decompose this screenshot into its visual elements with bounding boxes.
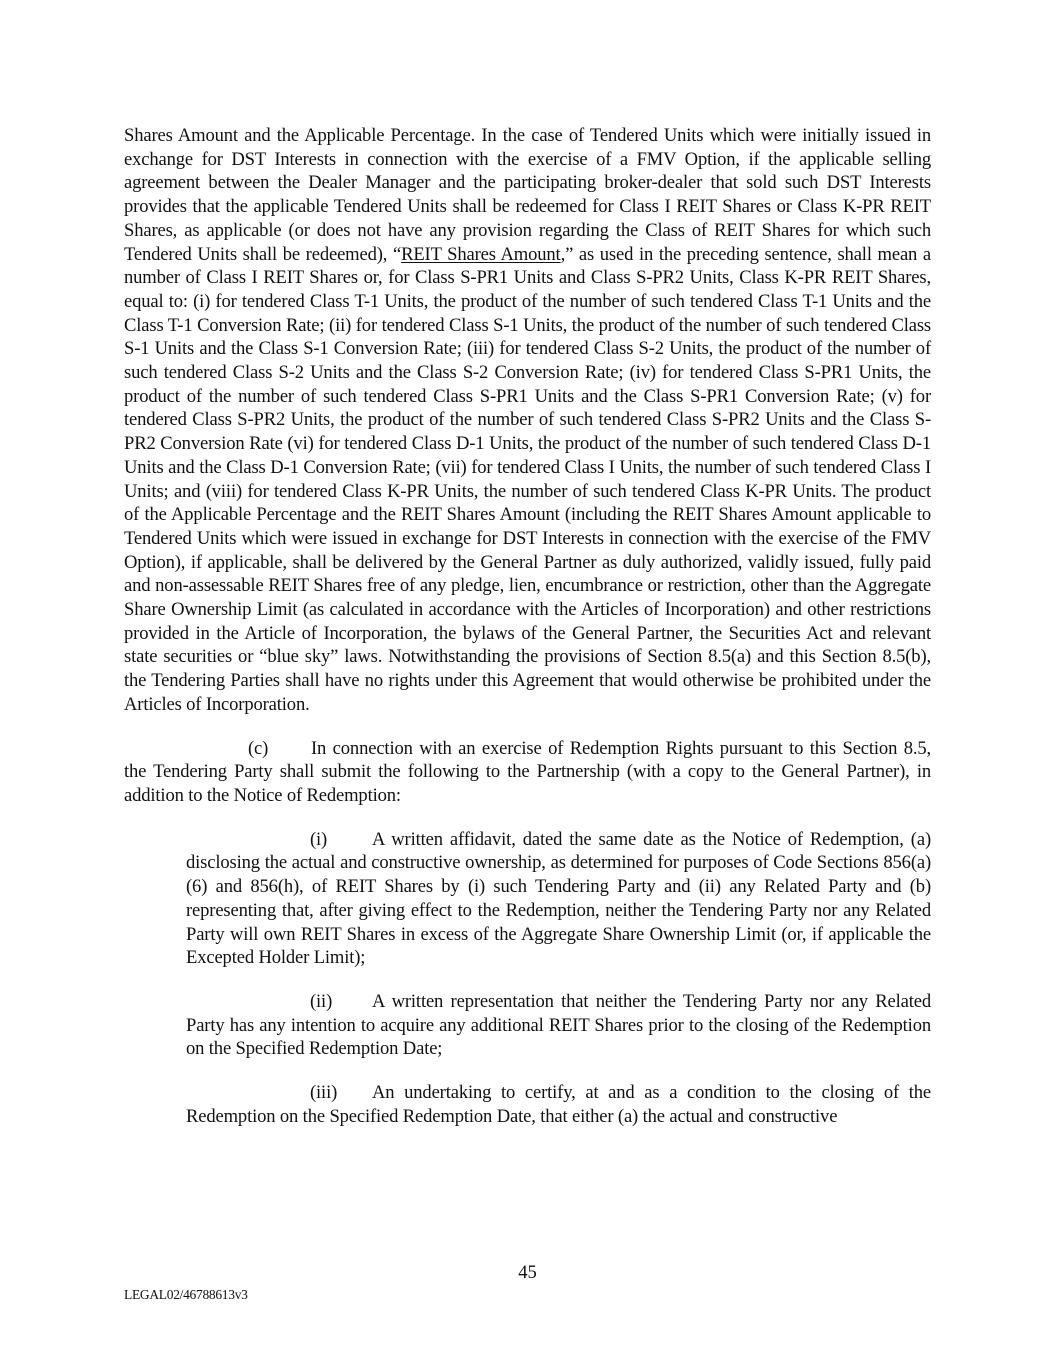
subparagraph-i xyxy=(186,828,931,970)
subparagraph-iii xyxy=(186,1081,931,1128)
paragraph-b-text-before: Shares Amount and the Applicable Percentage. In the case of Tendered Units which were initially issued in exchange for DST Interests in connection with the exercise of a FMV Option, if the applicable selling agreement between the Dealer Manager and the participating broker-dealer that sold such DST Interests provides that the applicable Tendered Units shall be redeemed for Class I REIT Shares or Class K-PR REIT Shares, as applicable (or does not have any provision regarding the Class of REIT Shares for which such Tendered Units shall be redeemed), “ xyxy=(124,125,931,265)
subparagraph-ii-label: (ii) xyxy=(310,990,333,1012)
defined-term-reit-shares-amount: REIT Shares Amount xyxy=(401,243,561,265)
paragraph-c xyxy=(124,737,931,808)
document-id: LEGAL02/46788613v3 xyxy=(124,1287,248,1302)
subparagraph-iii-text: An undertaking to certify, at and as a condition to the closing of the Redemption on the Specified Redemption Date, that either (a) the actual and constructive xyxy=(186,1082,931,1127)
paragraph-b-text-after: ,” as used in the preceding sentence, shall mean a number of Class I REIT Shares or, for Class S-PR1 Units and Class S-PR2 Units, Class K-PR REIT Shares, equal to: (i) for tendered Class T-1 Units, the product of the number of such tendered Class T-1 Units and the Class T-1 Conversion Rate; (ii) for tendered Class S-1 Units, the product of the number of such tendered Class S-1 Units and the Class S-1 Conversion Rate; (iii) for tendered Class S-2 Units, the product of the number of such tendered Class S-2 Units and the Class S-2 Conversion Rate; (iv) for tendered Class S-PR1 Units, the product of the number of such tendered Class S-PR1 Units and the Class S-PR1 Conversion Rate; (v) for tendered Class S-PR2 Units, the product of the number of such tendered Class S-PR2 Units and the Class S-PR2 Conversion Rate (vi) for tendered Class D-1 Units, the product of the number of such tendered Class D-1 Units and the Class D-1 Conversion Rate; (vii) for tendered Class I Units, the number of such tendered Class I Units; and (viii) for tendered Class K-PR Units, the number of such tendered Class K-PR Units. The product of the Applicable Percentage and the REIT Shares Amount (including the REIT Shares Amount applicable to Tendered Units which were issued in exchange for DST Interests in connection with the exercise of the FMV Option), if applicable, shall be delivered by the General Partner as duly authorized, validly issued, fully paid and non-assessable REIT Shares free of any pledge, lien, encumbrance or restriction, other than the Aggregate Share Ownership Limit (as calculated in accordance with the Articles of Incorporation) and other restrictions provided in the Article of Incorporation, the bylaws of the General Partner, the Securities Act and relevant state securities or “blue sky” laws. Notwithstanding the provisions of Section 8.5(a) and this Section 8.5(b), the Tendering Parties shall have no rights under this Agreement that would otherwise be prohibited under the Articles of Incorporation. xyxy=(124,243,932,715)
subparagraph-ii xyxy=(186,990,931,1061)
document-page xyxy=(124,124,931,1148)
paragraph-c-label: (c) xyxy=(248,737,269,759)
subparagraph-i-text: A written affidavit, dated the same date as the Notice of Redemption, (a) disclosing the actual and constructive ownership, as determined for purposes of Code Sections 856(a)(6) and 856(h), of REIT Shares by (i) such Tendering Party and (ii) any Related Party and (b) representing that, after giving effect to the Redemption, neither the Tendering Party nor any Related Party will own REIT Shares in excess of the Aggregate Share Ownership Limit (or, if applicable the Excepted Holder Limit); xyxy=(186,828,931,969)
subparagraph-iii-label: (iii) xyxy=(310,1082,338,1104)
subparagraph-ii-text: A written representation that neither the Tendering Party nor any Related Party has any intention to acquire any additional REIT Shares prior to the closing of the Redemption on the Specified Redemption Date; xyxy=(186,990,931,1060)
subparagraph-i-label: (i) xyxy=(310,828,328,850)
paragraph-c-text: In connection with an exercise of Redemption Rights pursuant to this Section 8.5, the Tendering Party shall submit the following to the Partnership (with a copy to the General Partner), in addition to the Notice of Redemption: xyxy=(124,737,931,806)
paragraph-b-continued xyxy=(124,124,931,717)
page-number: 45 xyxy=(518,1262,537,1283)
